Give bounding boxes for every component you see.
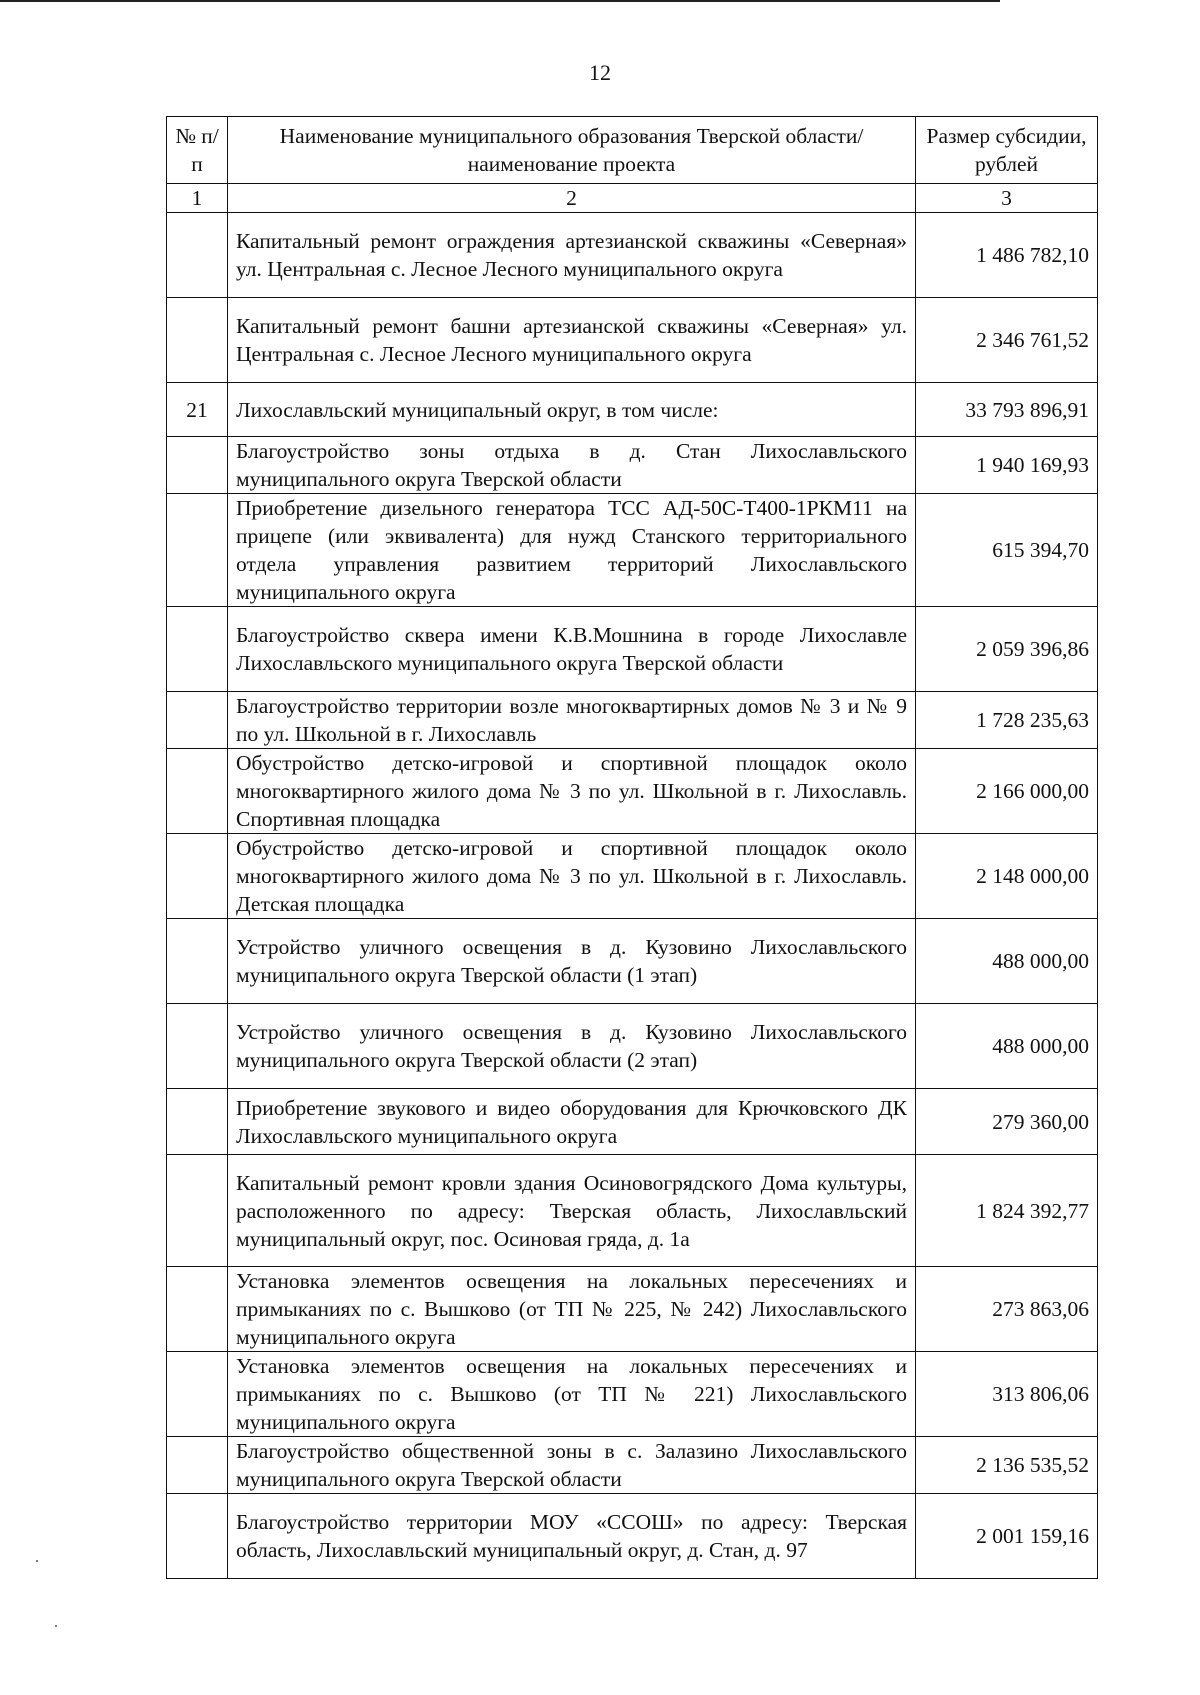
subsidy-amount: 279 360,00 bbox=[916, 1089, 1098, 1155]
subsidy-amount: 2 166 000,00 bbox=[916, 749, 1098, 834]
table-row bbox=[167, 1089, 1098, 1155]
subsidy-amount: 33 793 896,91 bbox=[916, 383, 1098, 437]
table-row bbox=[167, 213, 1098, 298]
table-row bbox=[167, 692, 1098, 749]
subsidy-amount: 2 148 000,00 bbox=[916, 834, 1098, 919]
row-number bbox=[167, 749, 228, 834]
scan-speck bbox=[55, 1625, 57, 1627]
row-number bbox=[167, 919, 228, 1004]
table-row bbox=[167, 1437, 1098, 1494]
row-number bbox=[167, 607, 228, 692]
subsidy-amount: 2 136 535,52 bbox=[916, 1437, 1098, 1494]
row-number: 21 bbox=[167, 383, 228, 437]
project-name: Лихославльский муниципальный округ, в том числе: bbox=[228, 383, 916, 437]
project-name: Капитальный ремонт ограждения артезианской скважины «Северная» ул. Центральная с. Лесное Лесного муниципального округа bbox=[228, 213, 916, 298]
row-number bbox=[167, 1004, 228, 1089]
page-number: 12 bbox=[589, 60, 611, 85]
project-name: Устройство уличного освещения в д. Кузовино Лихославльского муниципального округа Тверской области (1 этап) bbox=[228, 919, 916, 1004]
project-name: Установка элементов освещения на локальных пересечениях и примыканиях по с. Вышково (от ТП № 225, № 242) Лихославльского муниципального округа bbox=[228, 1267, 916, 1352]
row-number bbox=[167, 298, 228, 383]
column-index-1: 1 bbox=[167, 184, 228, 213]
table-row bbox=[167, 1267, 1098, 1352]
row-number bbox=[167, 1437, 228, 1494]
row-number bbox=[167, 213, 228, 298]
table-row bbox=[167, 1004, 1098, 1089]
project-name: Установка элементов освещения на локальных пересечениях и примыканиях по с. Вышково (от ТП № 221) Лихославльского муниципального округа bbox=[228, 1352, 916, 1437]
table-row bbox=[167, 1352, 1098, 1437]
header-amount: Размер субсидии, рублей bbox=[916, 117, 1098, 184]
table-row bbox=[167, 607, 1098, 692]
project-name: Благоустройство территории возле многоквартирных домов № 3 и № 9 по ул. Школьной в г. Лихославль bbox=[228, 692, 916, 749]
row-number bbox=[167, 1494, 228, 1579]
subsidy-amount: 488 000,00 bbox=[916, 919, 1098, 1004]
scan-speck bbox=[36, 1560, 38, 1562]
project-name: Капитальный ремонт башни артезианской скважины «Северная» ул. Центральная с. Лесное Лесного муниципального округа bbox=[228, 298, 916, 383]
header-number: № п/п bbox=[167, 117, 228, 184]
row-number bbox=[167, 692, 228, 749]
scan-top-edge bbox=[0, 0, 1000, 2]
row-number bbox=[167, 834, 228, 919]
table-row bbox=[167, 919, 1098, 1004]
column-index-3: 3 bbox=[916, 184, 1098, 213]
project-name: Благоустройство зоны отдыха в д. Стан Лихославльского муниципального округа Тверской области bbox=[228, 437, 916, 494]
row-number bbox=[167, 437, 228, 494]
project-name: Благоустройство общественной зоны в с. Залазино Лихославльского муниципального округа Тверской области bbox=[228, 1437, 916, 1494]
header-name: Наименование муниципального образования Тверской области/наименование проекта bbox=[228, 117, 916, 184]
subsidy-amount: 313 806,06 bbox=[916, 1352, 1098, 1437]
subsidy-amount: 1 824 392,77 bbox=[916, 1155, 1098, 1267]
subsidy-amount: 273 863,06 bbox=[916, 1267, 1098, 1352]
subsidy-amount: 2 346 761,52 bbox=[916, 298, 1098, 383]
table-row bbox=[167, 298, 1098, 383]
subsidy-amount: 1 486 782,10 bbox=[916, 213, 1098, 298]
subsidy-amount: 1 940 169,93 bbox=[916, 437, 1098, 494]
project-name: Благоустройство территории МОУ «ССОШ» по адресу: Тверская область, Лихославльский муниципальный округ, д. Стан, д. 97 bbox=[228, 1494, 916, 1579]
table-row bbox=[167, 437, 1098, 494]
table-row bbox=[167, 1494, 1098, 1579]
row-number bbox=[167, 1155, 228, 1267]
table-row bbox=[167, 834, 1098, 919]
subsidy-amount: 2 001 159,16 bbox=[916, 1494, 1098, 1579]
table-row bbox=[167, 494, 1098, 607]
row-number bbox=[167, 494, 228, 607]
table-header-row bbox=[167, 117, 1098, 184]
project-name: Капитальный ремонт кровли здания Осиновогрядского Дома культуры, расположенного по адресу: Тверская область, Лихославльский муниципальный округ, пос. Осиновая гряда, д. 1а bbox=[228, 1155, 916, 1267]
column-index-row bbox=[167, 184, 1098, 213]
table-row bbox=[167, 1155, 1098, 1267]
project-name: Приобретение дизельного генератора ТСС АД-50С-Т400-1РКМ11 на прицепе (или эквивалента) для нужд Станского территориального отдела управления развитием территорий Лихославльского муниципального округа bbox=[228, 494, 916, 607]
table-row bbox=[167, 749, 1098, 834]
subsidy-table bbox=[166, 116, 1098, 1579]
row-number bbox=[167, 1267, 228, 1352]
subsidy-amount: 488 000,00 bbox=[916, 1004, 1098, 1089]
column-index-2: 2 bbox=[228, 184, 916, 213]
project-name: Благоустройство сквера имени К.В.Мошнина в городе Лихославле Лихославльского муниципального округа Тверской области bbox=[228, 607, 916, 692]
subsidy-amount: 1 728 235,63 bbox=[916, 692, 1098, 749]
row-number bbox=[167, 1089, 228, 1155]
project-name: Устройство уличного освещения в д. Кузовино Лихославльского муниципального округа Тверской области (2 этап) bbox=[228, 1004, 916, 1089]
project-name: Обустройство детско-игровой и спортивной площадок около многоквартирного жилого дома № 3 по ул. Школьной в г. Лихославль. Детская площадка bbox=[228, 834, 916, 919]
row-number bbox=[167, 1352, 228, 1437]
subsidy-amount: 615 394,70 bbox=[916, 494, 1098, 607]
project-name: Обустройство детско-игровой и спортивной площадок около многоквартирного жилого дома № 3 по ул. Школьной в г. Лихославль. Спортивная площадка bbox=[228, 749, 916, 834]
project-name: Приобретение звукового и видео оборудования для Крючковского ДК Лихославльского муниципального округа bbox=[228, 1089, 916, 1155]
table-row bbox=[167, 383, 1098, 437]
subsidy-amount: 2 059 396,86 bbox=[916, 607, 1098, 692]
